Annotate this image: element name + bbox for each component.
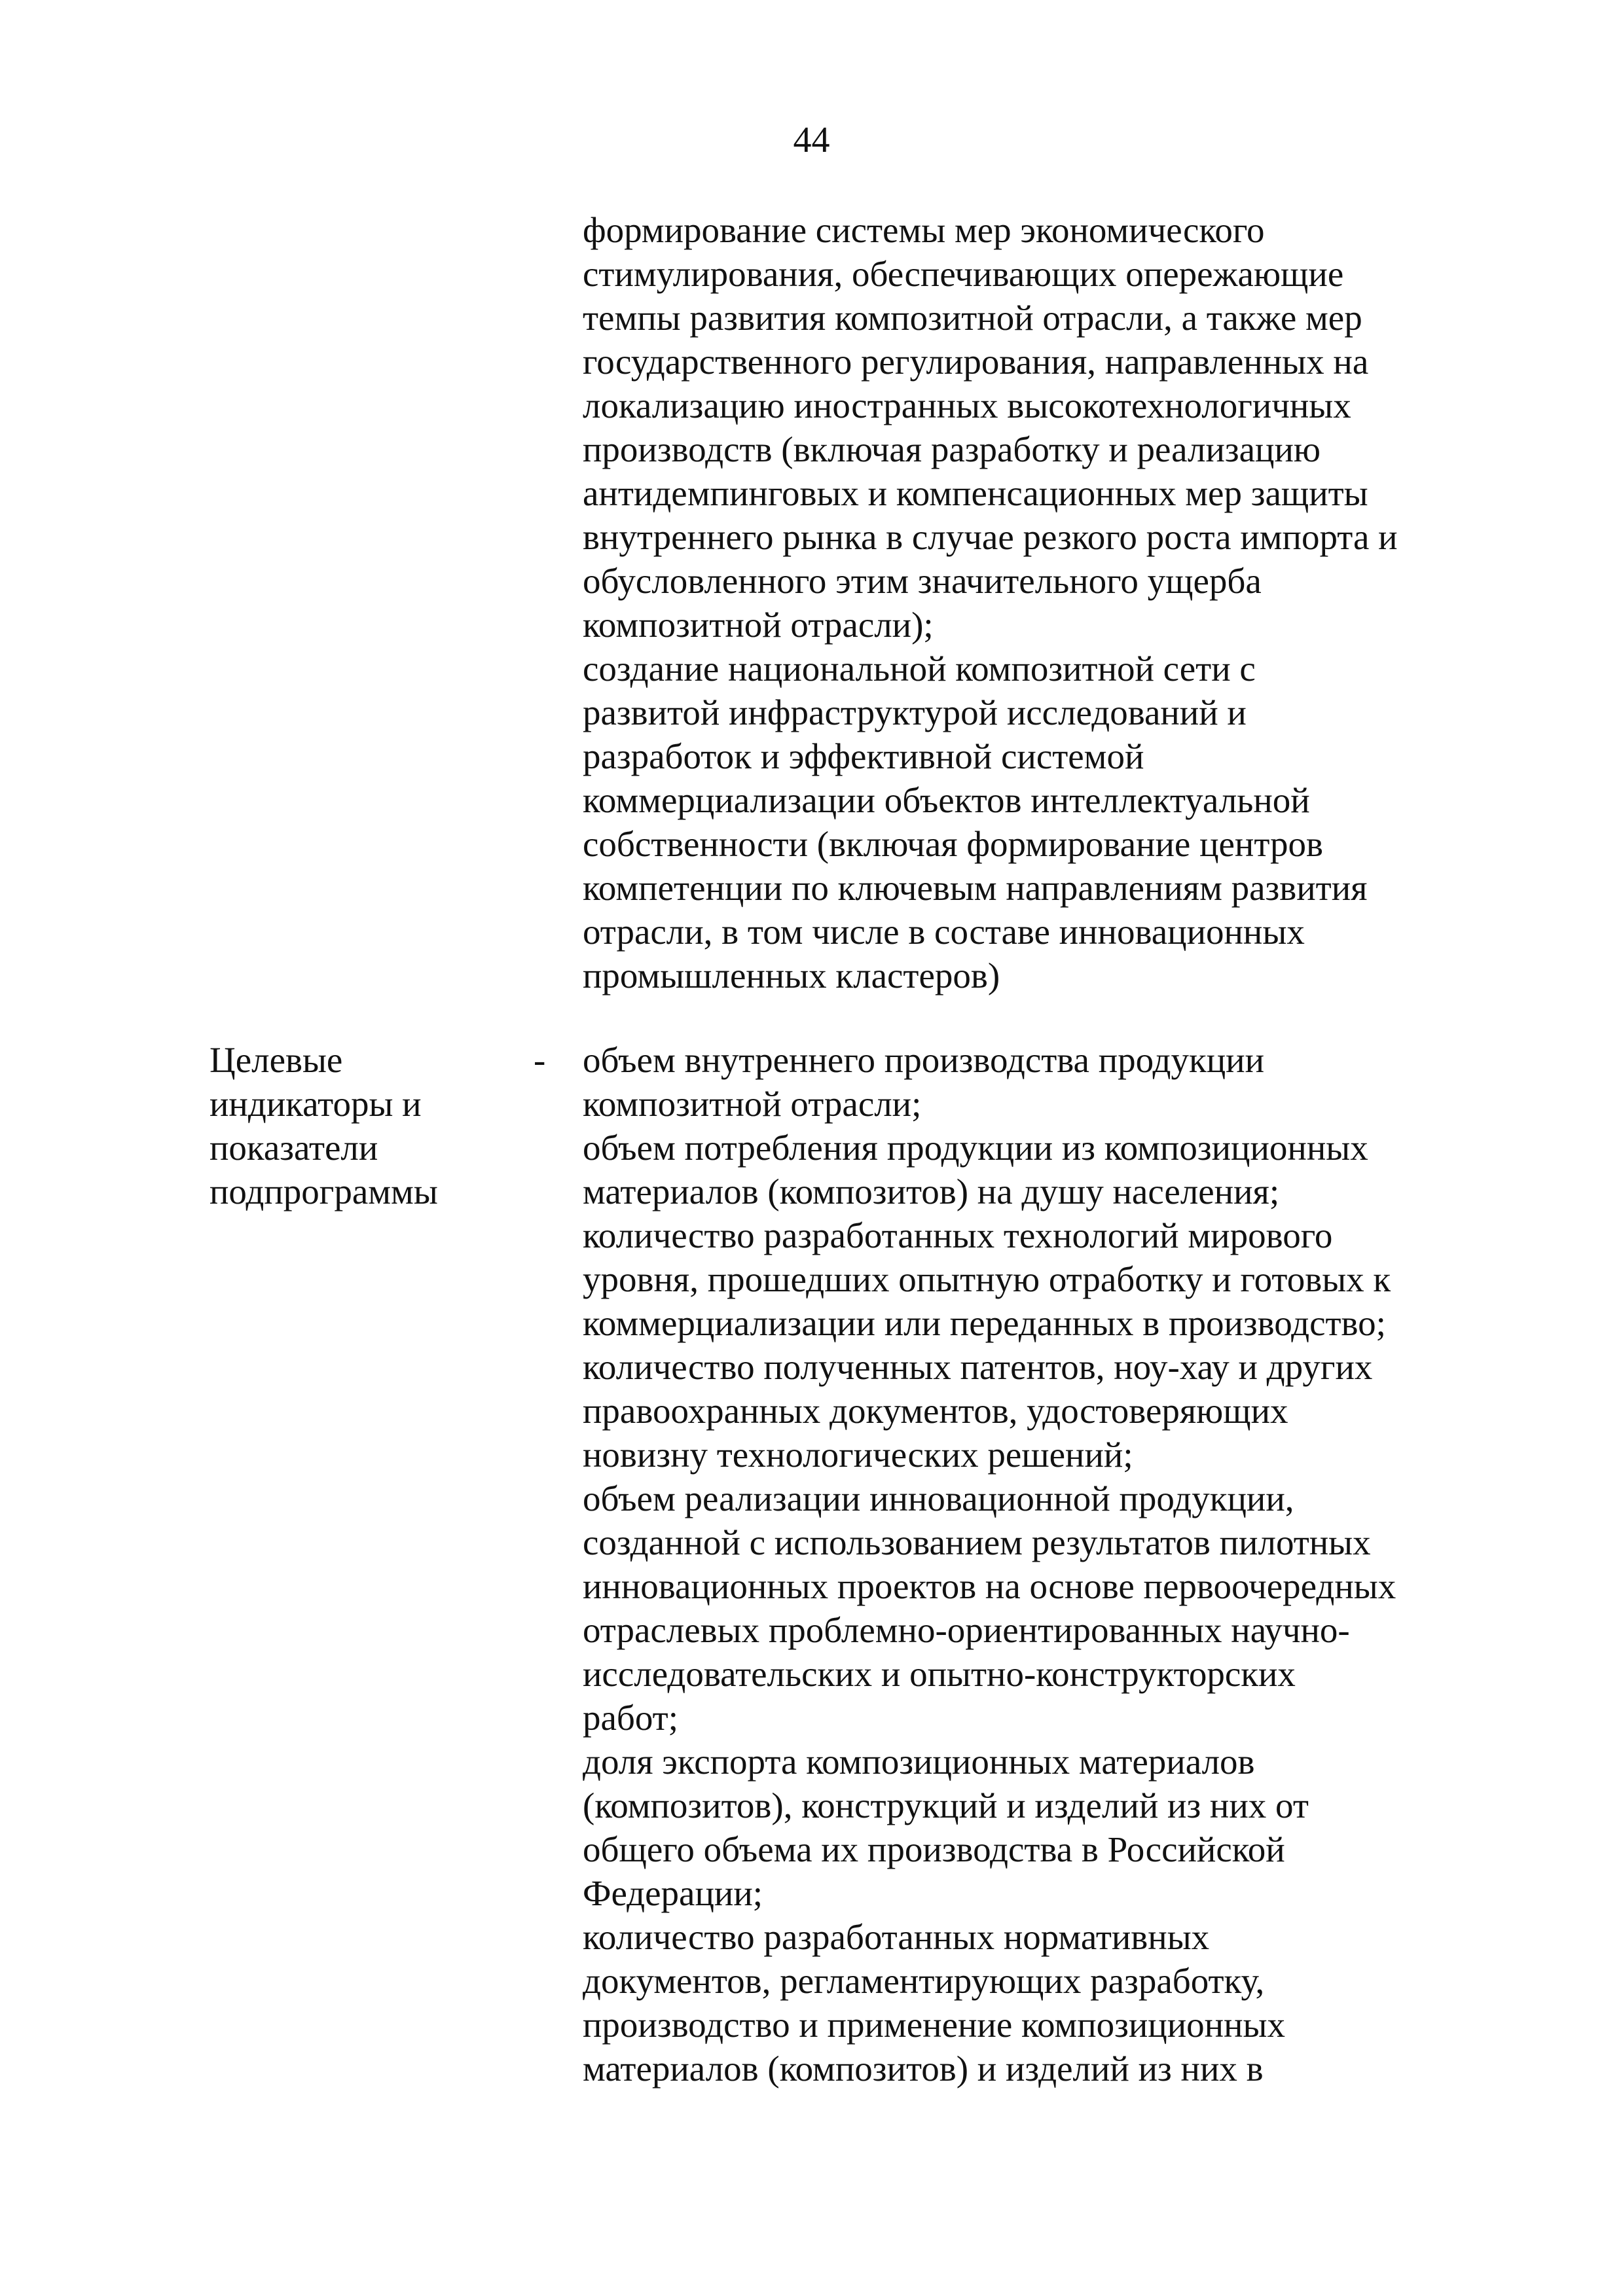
text-line: обусловленного этим значительного ущерба <box>583 561 1262 601</box>
text-line: объем потребления продукции из композиционных <box>583 1128 1368 1168</box>
text-line: производств (включая разработку и реализацию <box>583 429 1321 469</box>
label-line: подпрограммы <box>210 1172 438 1211</box>
text-line: (композитов), конструкций и изделий из них от <box>583 1785 1309 1825</box>
text-line: объем реализации инновационной продукции, <box>583 1479 1294 1518</box>
page-number: 44 <box>793 120 830 160</box>
text-line: уровня, прошедших опытную отработку и готовых к <box>583 1259 1391 1299</box>
text-line: Федерации; <box>583 1873 763 1913</box>
label-line: Целевые <box>210 1040 343 1080</box>
indicators-label <box>210 1038 484 1213</box>
text-line: объем внутреннего производства продукции <box>583 1040 1265 1080</box>
text-line: локализацию иностранных высокотехнологичных <box>583 386 1351 425</box>
label-dash: - <box>534 1040 546 1080</box>
text-line: композитной отрасли); <box>583 605 934 645</box>
text-line: темпы развития композитной отрасли, а также мер <box>583 298 1362 338</box>
text-line: документов, регламентирующих разработку, <box>583 1961 1265 2001</box>
text-line: новизну технологических решений; <box>583 1435 1133 1475</box>
text-line: правоохранных документов, удостоверяющих <box>583 1391 1288 1431</box>
text-line: отраслевых проблемно-ориентированных научно- <box>583 1610 1350 1650</box>
text-line: доля экспорта композиционных материалов <box>583 1742 1255 1782</box>
text-line: общего объема их производства в Российской <box>583 1829 1285 1869</box>
text-line: производство и применение композиционных <box>583 2005 1285 2045</box>
text-line: коммерциализации или переданных в производство; <box>583 1303 1386 1343</box>
text-line: созданной с использованием результатов пилотных <box>583 1522 1371 1562</box>
text-line: количество разработанных нормативных <box>583 1917 1210 1957</box>
text-line: государственного регулирования, направленных на <box>583 342 1369 382</box>
text-line: внутреннего рынка в случае резкого роста импорта и <box>583 517 1398 557</box>
text-line: антидемпинговых и компенсационных мер защиты <box>583 473 1368 513</box>
text-line: композитной отрасли; <box>583 1084 922 1124</box>
label-line: индикаторы и <box>210 1084 422 1124</box>
text-line: работ; <box>583 1698 678 1738</box>
text-line: количество полученных патентов, ноу-хау и других <box>583 1347 1373 1387</box>
indicators-text <box>583 1038 1525 2090</box>
continued-objectives-text <box>583 208 1525 997</box>
text-line: количество разработанных технологий мирового <box>583 1215 1333 1255</box>
text-line: разработок и эффективной системой <box>583 736 1144 776</box>
text-line: коммерциализации объектов интеллектуальной <box>583 780 1310 820</box>
text-line: материалов (композитов) и изделий из них в <box>583 2049 1264 2089</box>
text-line: исследовательских и опытно-конструкторских <box>583 1654 1296 1694</box>
text-line: компетенции по ключевым направлениям развития <box>583 868 1368 908</box>
text-line: инновационных проектов на основе первоочередных <box>583 1566 1396 1606</box>
label-line: показатели <box>210 1128 378 1168</box>
text-line: отрасли, в том числе в составе инновационных <box>583 912 1305 952</box>
text-line: формирование системы мер экономического <box>583 210 1265 250</box>
text-line: стимулирования, обеспечивающих опережающие <box>583 254 1344 294</box>
text-line: промышленных кластеров) <box>583 956 1000 996</box>
text-line: материалов (композитов) на душу населения; <box>583 1172 1280 1211</box>
text-line: собственности (включая формирование центров <box>583 824 1324 864</box>
text-line: создание национальной композитной сети с <box>583 649 1256 689</box>
text-line: развитой инфраструктурой исследований и <box>583 692 1247 732</box>
